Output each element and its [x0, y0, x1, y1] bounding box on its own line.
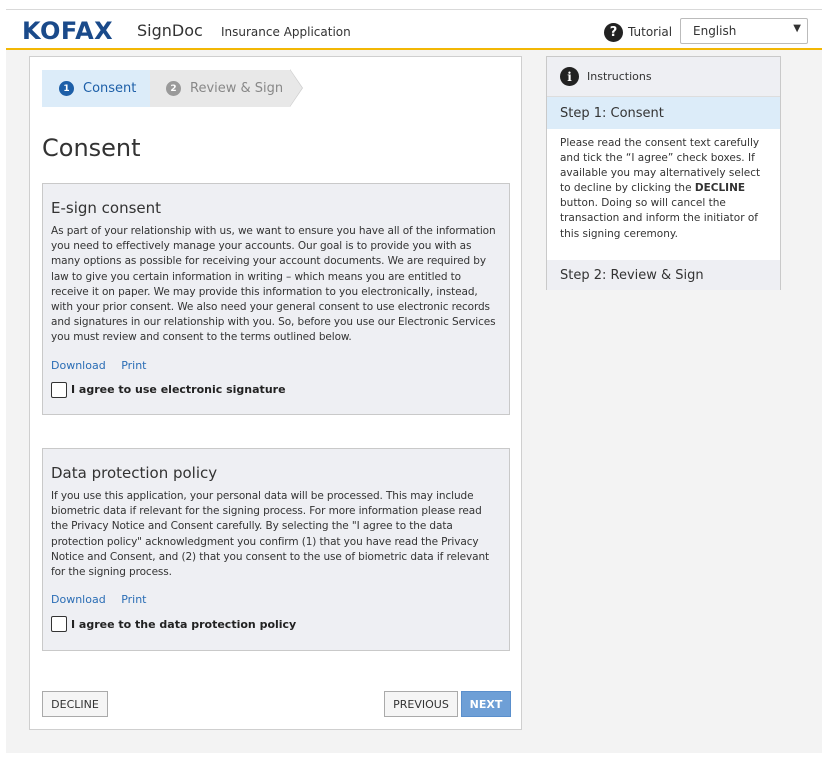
instructions-panel — [546, 56, 781, 290]
agree-data-protection-checkbox[interactable] — [51, 616, 67, 632]
previous-button[interactable]: PREVIOUS — [384, 691, 458, 717]
tutorial-label: Tutorial — [628, 25, 673, 39]
instructions-header — [547, 57, 780, 97]
step-review-sign[interactable] — [150, 70, 290, 107]
page-title: Consent — [42, 134, 141, 162]
print-link[interactable]: Print — [121, 358, 147, 372]
instruction-step-consent-text — [547, 129, 780, 259]
instructions-title: Instructions — [587, 70, 652, 83]
consent-panel — [29, 56, 522, 730]
download-link[interactable]: Download — [51, 593, 106, 607]
instruction-text-bold: DECLINE — [694, 182, 746, 195]
print-link[interactable]: Print — [121, 593, 147, 607]
step-arrow — [290, 70, 302, 106]
language-select[interactable] — [680, 18, 808, 44]
card-body: As part of your relationship with us, we want to ensure you have all of the information you need to effectively manage your accounts. Our goal is to provide you with as many options as possible for receiving your account documents. We are required by law to give you certain information in writing – which means you are entitled to receive it on paper. We may provide this information to you electronically, instead, with your prior consent. We also need your general consent to use electronic records and signatures in our relationship with you. So, before you use our Electronic Services you must review and consent to the terms outlined below. — [51, 225, 496, 344]
next-button[interactable]: NEXT — [461, 691, 511, 717]
info-icon: i — [560, 67, 579, 86]
caret-down-icon: ▼ — [793, 23, 801, 34]
agree-data-protection-checkbox-row[interactable] — [51, 616, 501, 632]
esign-consent-card — [42, 183, 510, 415]
instruction-text: Please read the consent text carefully and tick the “I agree” check boxes. If available you may alternatively select to decline by clicking the — [560, 137, 761, 195]
tutorial-button[interactable] — [604, 22, 672, 42]
app-name: SignDoc — [137, 21, 203, 40]
step-label: Review & Sign — [190, 81, 284, 96]
agree-esign-checkbox[interactable] — [51, 382, 67, 398]
step-label: Consent — [83, 81, 137, 96]
instruction-text: button. Doing so will cancel the transaction and inform the initiator of this signing ceremony. — [560, 197, 758, 240]
instruction-step-consent[interactable]: Step 1: Consent — [547, 97, 780, 129]
help-icon: ? — [604, 23, 623, 42]
instruction-step-review-sign[interactable]: Step 2: Review & Sign — [547, 260, 780, 290]
language-selected-value: English — [693, 24, 737, 38]
card-body: If you use this application, your personal data will be processed. This may include biometric data if relevant for the signing process. For more information please read the Privacy Notice and Consent carefully. By selecting the "I agree to the data protection policy" acknowledgment you confirm (1) that you have read the Privacy Notice and Consent, and (2) that you consent to the use of biometric data if relevant for the signing process. — [51, 490, 490, 579]
decline-button[interactable]: DECLINE — [42, 691, 108, 717]
kofax-logo: KOFAX — [22, 17, 114, 45]
step-number-badge: 2 — [166, 81, 181, 96]
card-title: Data protection policy — [51, 464, 218, 482]
app-header — [6, 10, 822, 50]
data-protection-card — [42, 448, 510, 651]
step-consent[interactable] — [42, 70, 150, 107]
step-number-badge: 1 — [59, 81, 74, 96]
agree-label[interactable]: I agree to the data protection policy — [71, 617, 297, 631]
document-title: Insurance Application — [221, 25, 351, 39]
card-links — [51, 359, 501, 372]
agree-label[interactable]: I agree to use electronic signature — [71, 383, 286, 397]
step-progress — [42, 70, 312, 107]
card-links — [51, 593, 501, 606]
card-title: E-sign consent — [51, 199, 162, 217]
agree-esign-checkbox-row[interactable] — [51, 382, 501, 398]
download-link[interactable]: Download — [51, 358, 106, 372]
